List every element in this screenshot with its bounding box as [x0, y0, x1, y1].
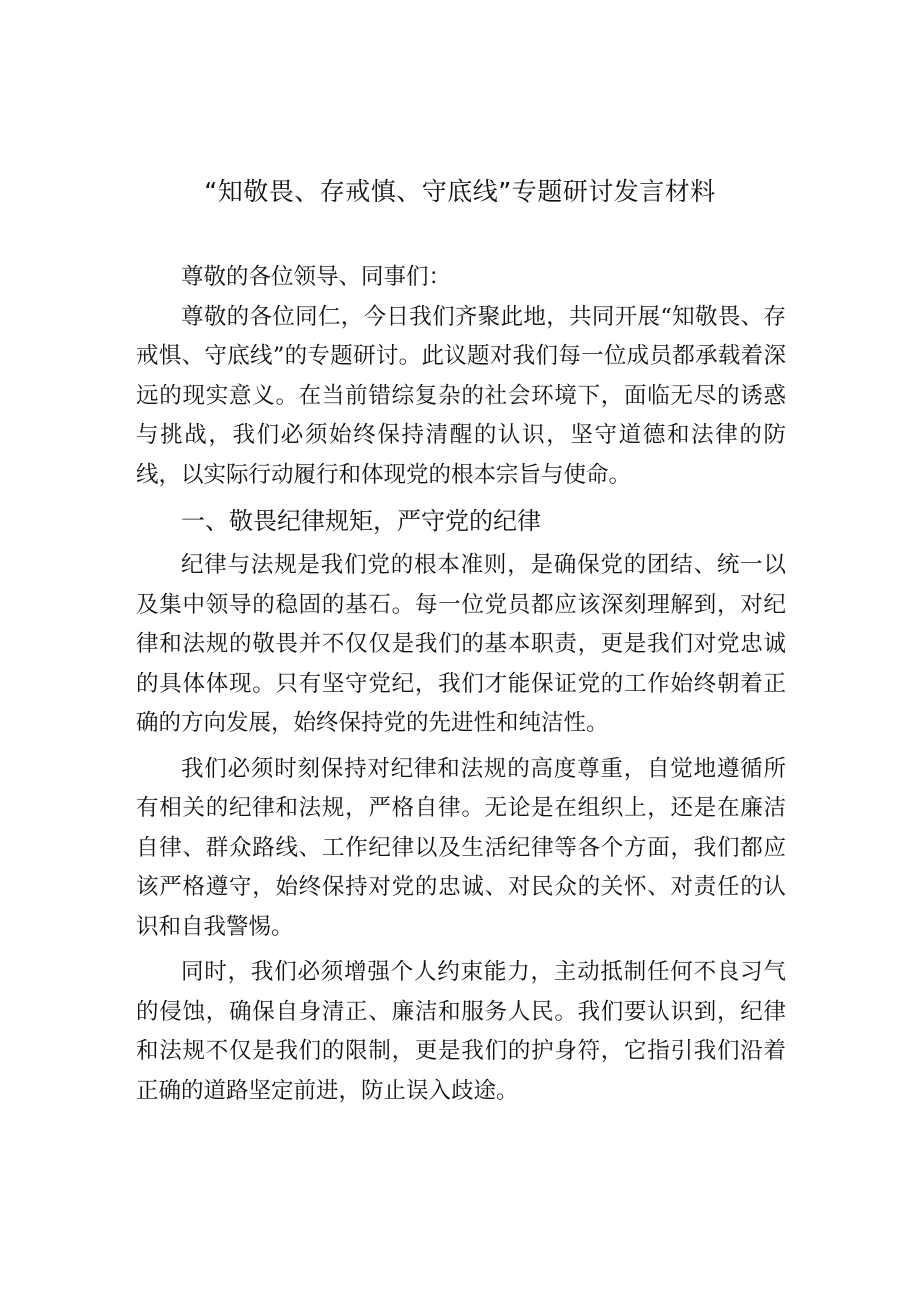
paragraph-discipline: 纪律与法规是我们党的根本准则，是确保党的团结、统一以及集中领导的稳固的基石。每一位党员都应该深刻理解到，对纪律和法规的敬畏并不仅仅是我们的基本职责，更是我们对党忠诚的具体体现。只有坚守党纪，我们才能保证党的工作始终朝着正确的方向发展，始终保持党的先进性和纯洁性。 [136, 552, 786, 736]
salutation: 尊敬的各位领导、同事们： [181, 264, 452, 290]
paragraph-respect: 我们必须时刻保持对纪律和法规的高度尊重，自觉地遵循所有相关的纪律和法规，严格自律。无论是在组织上，还是在廉洁自律、群众路线、工作纪律以及生活纪律等各个方面，我们都应该严格遵守，始终保持对党的忠诚、对民众的关怀、对责任的认识和自我警惕。 [136, 755, 786, 940]
document-body [136, 258, 786, 1111]
section-heading-1: 一、敬畏纪律规矩，严守党的纪律 [181, 507, 541, 535]
paragraph-self-discipline: 同时，我们必须增强个人约束能力，主动抵制任何不良习气的侵蚀，确保自身清正、廉洁和服务人民。我们要认识到，纪律和法规不仅是我们的限制，更是我们的护身符，它指引我们沿着正确的道路坚定前进，防止误入歧途。 [136, 959, 786, 1104]
paragraph-intro: 尊敬的各位同仁，今日我们齐聚此地，共同开展“知敬畏、存戒惧、守底线”的专题研讨。此议题对我们每一位成员都承载着深远的现实意义。在当前错综复杂的社会环境下，面临无尽的诱惑与挑战，我们必须始终保持清醒的认识，坚守道德和法律的防线，以实际行动履行和体现党的根本宗旨与使命。 [136, 303, 786, 488]
document-title: “知敬畏、存戒慎、守底线”专题研讨发言材料 [204, 177, 716, 206]
